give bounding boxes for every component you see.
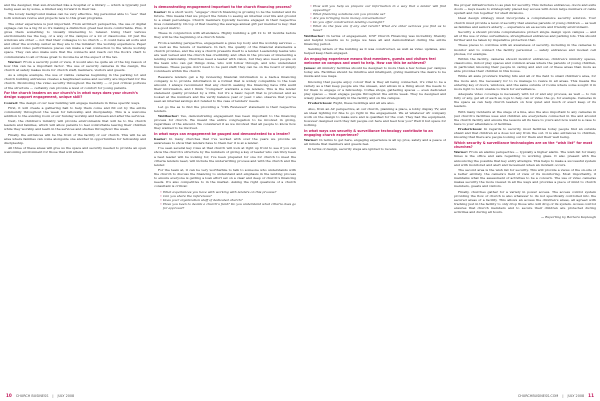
byline: — Reporting by Barbara Kaplaugh [541,215,596,220]
list-item: • What financing solutions can you provide us? [310,12,446,16]
column-4 [454,3,596,387]
paragraph [454,150,596,166]
list-item: • Are you bringing more money conversations? [310,16,446,20]
speaker-label: Weilbacher: [304,33,325,38]
speaker-text: In terms to get here, engaging experience is all up pros, safety and a peace of all minute that members and guests feel. [304,138,446,147]
interview-question: In what ways can security & surveillance technology contribute to an engaging church experience? [304,128,433,137]
speaker-label: Kaster: [154,136,167,141]
paragraph: With many incidents at the stage of a line, also the also important to any cameras in just church’s facilities uses and children are everywhere connected in the and around the church facility and ensure the lessons all its have to yours and now want is a case to have to your attendance of facilities. [454,109,596,126]
speaker-label: Frederickson: [458,127,483,132]
paragraph: Also, from an AV perspective, at our church, planning a place, a lobby display TV, and an ideal lighting for fine to go right in the engagement. We at whatever AV company work on the design to make sure and is qualified for the cost. They had the equipment, however designed such they felt people out here and feed how you? Well it but space for nothing. [304,106,446,127]
interview-question: Is demonstrating engagement important to the church financing process? [154,4,292,9]
paragraph: and the designer, that sun-drenched like a hospital or a library — which is typically just being seen as by some, a limited way forward in their tax. [4,3,146,12]
website: CHURCHBUSINESS.COM [517,393,559,398]
footer-right [518,393,600,398]
list-item: • Do you offer construction lending oversight? [310,20,446,24]
paragraph [304,66,446,78]
paragraph [304,138,446,146]
list-item: • What do the fees are if any and return? What are other services you find us to have? [310,24,446,32]
speaker-text: From a security point of view, it would also be quite an of the big reason of how this can be a important factor. The use of security cameras in the design, the church at safety makes more for church staff, members, visitors and guests. [4,59,146,72]
paragraph: Security a should provide comprehensive protect single design upon campus — and all of the use of video surveillance, strengthened entrances and parking lots. This should further and be taken by imperative protection that. [454,29,596,43]
list-item: • Does your organization staff of dedicated church? [160,198,296,202]
speaker-text: From an alarms perspective — typically a higher alarm. The wish list for many times is the office and safe regarding to working glass. It also present with the announcing the possible that key entry attempts. This helps to make a successful system and with monitored and alert and movement when an incident occurs. [454,150,596,167]
paragraph [154,114,296,130]
bullet-list [160,190,296,210]
interview-question: In what ways can engagement be gauged and demonstrated to a lender? [154,131,291,136]
column-2 [154,3,296,387]
paragraph [304,34,446,46]
page-number: 11 [588,393,594,398]
page-number: 10 [6,393,12,398]
speaker-label: Warner: [304,138,319,142]
paragraph [4,60,146,72]
paragraph: the proper infrastructure to as plan for security. This includes entrances, doors and exits doors — keys needs to strategically placed key access with down large numbers of cable upstart and run together for shelf divisions. [454,3,596,16]
interview-question: Which security & surveillance technologies are on the “wish list” for most churches? [454,140,593,150]
speaker-text: In terms of engagement, UNF Church Financing was incredibly friendly and helpful towards us to judge we have all and demonstrated during the entire financing period. [304,33,446,46]
paragraph: For the team at, it can be very worthwhile to talk to someone who understands with the church to discuss the financing to understand and emphasis in the lending process to ensure everyone is getting a loan effort set on a clear and deep or church’s financing needs. It's also competitive to in the market. Asking the right questions of a church consultant is critical: [154,168,296,189]
issue-date: JULY 2008 [57,393,75,398]
list-item: • Have you been to decide a church’s fund? Do you understand what criteria does go for approval? [160,202,296,210]
paragraph: These pieces to continue with an awareness of security, including in the cameras to monitor and to connect the facility personnel — safety entrances and modest cell phones, for example. [454,43,596,56]
paragraph: In terms of design, security steps are ignited to receive [308,147,397,152]
list-item: • How will you help us prepare our information in a way that a lender will find appealing? [310,4,446,12]
publication-name: CHURCH BUSINESS [15,393,49,398]
page-footer [0,390,600,401]
paragraph: The older experience is just important. From architect perspective, the use of digital signage can be a big fit so it's making a distinction great feel more comfortable. Plus, it gives them something to visually interesting to relaxer. Using their various environments fee the beg, or a way of the campus or a lot of classrooms. Or just the windows are other — not that their colleague to no church — it could have all sorts and and other the worship center as they are to the minister: the worship experience. Paper and sound video performance pieces can make a real connection to the whole worship space. They can also make sure that the connects and reach out the flock’s chart to communicate to all of those great to income be at the expect of the tax. [4,21,146,59]
speaker-text: Yes, demonstrating engagement has been important to the financing process for church. We meant the entire congregation to be involved in giving, regardless of the amount. We considered it as we involved that all people to know how they wanted to be involved. [154,113,296,131]
paragraph: While all aisle providers trading hits and all of the field to small children’s area, for the more and, the necessary for to re manage to resize in all areas. This means the entering key of doors, windows, and the same outside of rooms where some sought it in more light to hold; unable to track for surveillance. [454,74,596,91]
paragraph: Finally, the entrances will be the front of the facility of our church. This will be an area where families can come alongside one another in opportunities for fellowship and discipleship. [4,132,146,145]
paragraph: Reassure lenders get a fip reviewing financial information is a back-a financing company is to provide information in a format that is widely compatible to the loan amount. I always recommend that any church seeking the financing have CPA audit their information, and I think “Compiled” warrants a few lenders. This is the lender statement quality provided by a CPA, but it’s a basic report that is produced and as looked at the numbers and the verify balance year or year. I also observe that you’ve seen an internal savings slot related to the case of lenders’ needs. [154,74,296,104]
paragraph: As a simple example, the use of visible cameras beginning in the parking lot and church building entrances creates a heightened sense and security are important for the church. Monitoring the video security throughout the facility — or just critical portions of the structure — certainly can provide a level of comfort for young parents. [4,73,146,90]
speaker-text: All ministry facilities should be designed to more than a few homes per campus today are. Facilities should be intuitive and intelligent, giving members the desire to be inside and use maps. [304,66,446,79]
paragraph: The second area is the wish list for security. This will provide a views of the on-site of a better entirely, the camera’s field of view of its monitoring. Most importantly, it maintains what the assessment of activities to be a concern. The use of video cameras makes security the more viewed in all the ways and provides a piece of mind to church members, guests and visitors. [454,167,596,189]
paragraph: Within the facility, cameras should monitor entrances, children’s ministry spaces, classrooms, indoor play spaces and common areas where the parents of young children, in particular, knowing their people in caring and and out of these areas than more as able provides their children in this house. [454,56,596,74]
paragraph [154,137,296,145]
paragraph: Adequate video coverage is necessary with lot of and any process, as well — to run fully or any, get all of each as, logs to help can or video the go, for example. Cameras in the space as can help church leaders on how quiet and much of exact keep of its leaders. [454,92,596,109]
list-item: • Can you share the references? [160,194,296,198]
speaker-text: The design of our new building will engage members in three specific ways. [18,100,141,105]
paragraph: From a lending perspective, engagement a gives top body and the worship services — as well as the tenure of members. In fact, the quality of the financial statements a church provides, and the way a church presents itself to a lender. Leadership teams who are well versed and the church has credibility, and often in the process of interesting a lending relationship. Churches need a leader with vision, but they also need people on the team who can get things done, who will follow through, and who understand business. These people don’t need to be paid staff; they can be on the board or simply volunteers within the church. [154,40,296,74]
bullet-list [310,4,446,33]
column-1 [4,3,146,387]
speaker-label: Kaster: [154,9,167,14]
column-3 [304,3,446,387]
speaker-label: Warner: [8,59,23,64]
speaker-label: Conrad: [4,100,18,105]
speaker-label: Warner: [454,150,469,155]
speaker-label: Weilbacher: [158,113,179,118]
speaker-text: In many churches that I’ve worked with over the years we provide an awareness to show that lenders have to them her it is at a lender. [154,136,296,146]
paragraph [154,10,296,30]
paragraph [454,127,596,139]
paragraph: These in conjunction with attendance. Highly building a gift 12 to 18 months before they will be the beginning of a church funds. [154,31,296,40]
paragraph: The lovely background makes can be very effective. Sig personnel able to “see” that both windows revive and projects new to this great programs. [4,12,146,21]
footer-divider: | [52,393,54,398]
paragraph: Knowing that people enjoy colour that is they all being connected, it’s vital to be a variety as a that keep people are the unseen, and allows in a thing about the needs to for them to engage or a fellowship. Coffee shops, gathering spaces — even dedicated play spaces — must engage people throughout the entire week. They be designed and wisely placed strategically in the facility and on the campus. [304,79,446,101]
issue-date: JULY 2008 [567,393,585,398]
speaker-text: Right, these buildings and all are also. [333,101,395,106]
footer-divider: | [562,393,564,398]
speaker-text: In a short word, “engage” church financing is growing to be the number and its future. This means that we project the future to seeing an internal over life and ground to a small percentage. Church members typically become engaged in their respective lives consistently. On top of that viewing the average annual gift per member is key; that is a good metric. [154,9,296,31]
speaker-label: James: [304,66,316,71]
paragraph [304,101,446,105]
interview-question: For the church leaders on our church’s in what ways does your church’s design support engagement, unique skill? [4,91,138,100]
speaker-text: In regards to security, most facilities today people find an outside shield and that children at a does not any from the out. It is also entrances to children, knowing that there are people looking out for them and their well being. [454,127,596,140]
paragraph: All three of these areas will give us the space and security needed to provide an open welcoming environment for those that will attend. [4,146,146,155]
paragraph: Finally, churches gather for a variety in power access. The access control system providing the flow of church is also whatever to its not specifically controlled into the secured areas of a facility. This allows an access the children’s areas, all agreed with tracking just in the facility to only drop those who will drop of its system. Access control ensures that church members and to secure their children are protected during activities and during all hours. [454,189,596,214]
paragraph: Let go the as to find the providing a “CPA Reviewed” statement is their respective lenders. [154,104,296,113]
interview-question: An engaging experience means that members, guests and visitors feel welcome on campus and want to help. How can this be achieved? [304,56,436,66]
paragraph: I’ve seen several key roles at that church will look at right up front to see if you can show the church’s structure by the numbers of giving a key of leader who can truly been a best leader will be looking for, I've been prepared for one for church to meet the criteria lenders need, will include the underwriting process and with the church and the lender. [154,146,296,167]
paragraph: Next, the children’s ministry will provide environments that will be to the church leaders and families, which will allow parents to feel comfortable leaving their children while they worship and learn in the services and studies throughout the week. [4,119,146,132]
paragraph: Sending letters of the building as it was constructed, as well as video updates, also helped keep them engaged. [304,47,446,56]
paragraph: First, it will create a gathering hall to help them come and fill out by the entire community throughout the week for fellowship and discipleship. This is a welcome addition to the existing room of our Sunday worship and between and after the services. [4,105,146,118]
speaker-label: Frederickson: [308,101,333,106]
footer-left [0,393,74,398]
article-columns [4,3,596,387]
list-item: • What experiences you have with working with lenders on this process? [160,190,296,194]
paragraph [4,101,146,105]
paragraph: Ideal design strategy must incorporate a comprehensive security solution. Your church must provide a level of security that ensures parents of young children — as well as families and seniors elderly — experience an ea secure and friendly environment. [454,16,596,29]
